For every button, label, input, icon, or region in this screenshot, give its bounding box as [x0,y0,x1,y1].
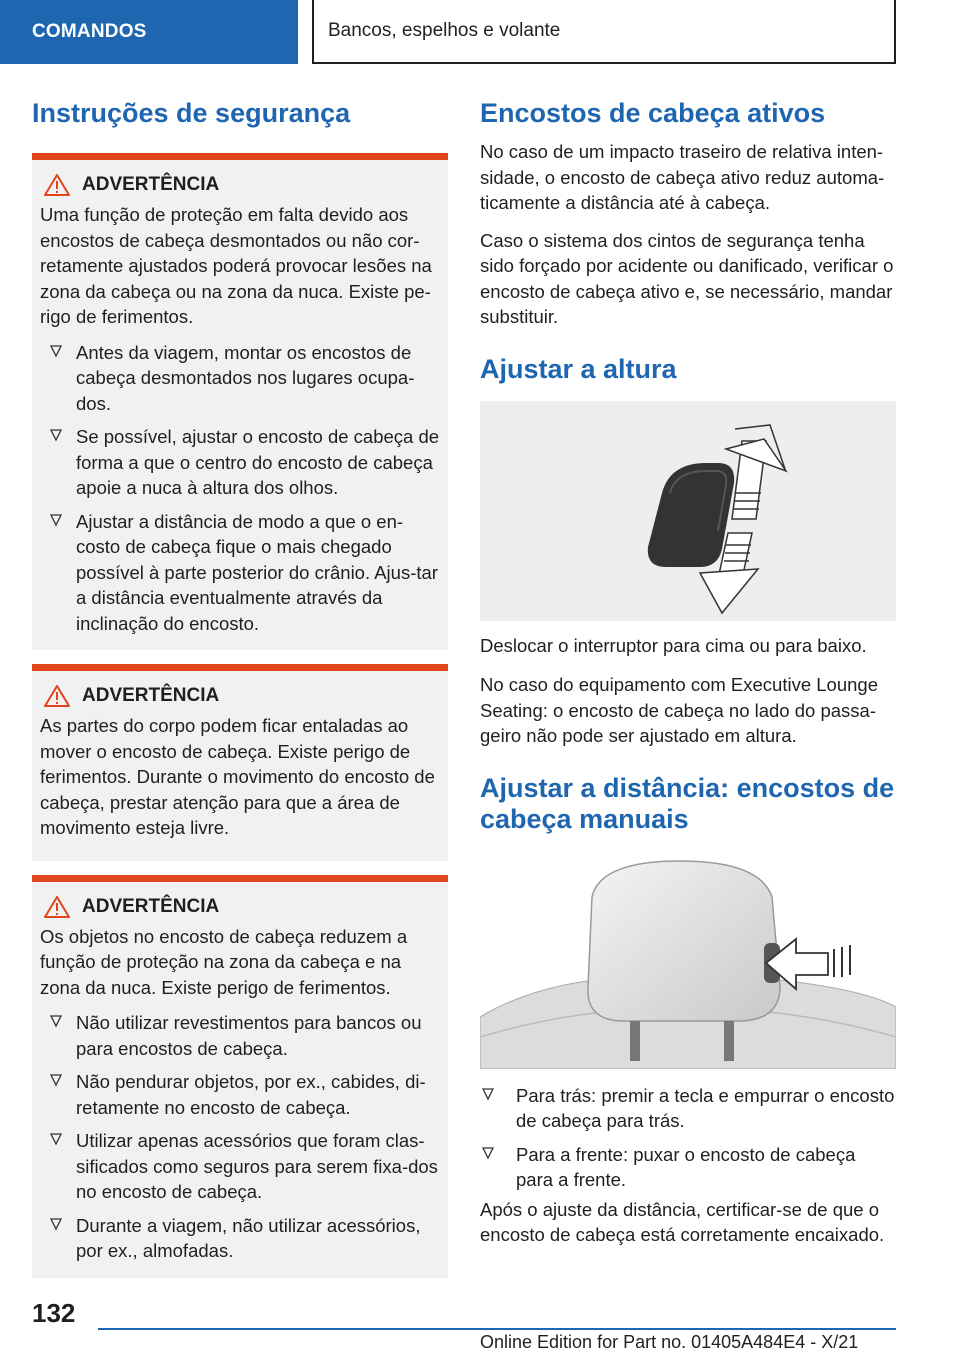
warning-header [40,174,440,196]
warning-text: Uma função de proteção em falta devido aos encostos de cabeça desmontados ou não cor-retamente ajustados poderá provocar lesões na zona da cabeça ou na zona da nuca. Existe pe-rigo de ferimentos. [40,204,432,327]
warning-text: As partes do corpo podem ficar entaladas ao mover o encosto de cabeça. Existe perigo de ferimentos. Durante o movimento do encosto de cabeça, prestar atenção para que a área de movimento esteja livre. [40,715,435,838]
manual-headrest-illustration [480,857,896,1069]
page-number: 132 [32,1298,76,1328]
active-headrests-title: Encostos de cabeça ativos [480,98,826,128]
warning-text: Os objetos no encosto de cabeça reduzem a função de proteção na zona da cabeça e na zona da nuca. Existe perigo de ferimentos. [40,925,408,998]
warning-header [40,896,440,918]
bullet-triangle-icon [48,1216,64,1232]
chapter-tab [312,0,896,64]
list-item: Para a frente: puxar o encosto de cabeça para a frente. [480,1142,896,1193]
section-label: COMANDOS [32,21,147,42]
headrest-icon [480,857,896,1069]
switch-arrows-icon [480,401,896,621]
chapter-label: Bancos, espelhos e volante [328,20,561,41]
left-section-title: Instruções de segurança [32,98,351,128]
warning-label: ADVERTÊNCIA [82,895,220,917]
bullet-triangle-icon [480,1086,496,1102]
bullet-triangle-icon [48,1131,64,1147]
list-item: Não utilizar revestimentos para bancos ou para encostos de cabeça. [40,1010,440,1061]
right-column [480,98,896,1248]
height-adjust-text-1: Deslocar o interruptor para cima ou para baixo. [480,634,867,656]
active-headrests-text-2: Caso o sistema dos cintos de segurança tenha sido forçado por acidente ou danificado, verificar o encosto de cabeça ativo e, se necessário, mandar substituir. [480,229,894,327]
warning-bullets [40,1010,440,1264]
warning-box-3 [32,875,448,1278]
height-switch-illustration [480,401,896,621]
distance-adjust-text: Após o ajuste da distância, certificar-se de que o encosto de cabeça está corretamente encaixado. [480,1198,885,1245]
warning-label: ADVERTÊNCIA [82,685,220,706]
list-item: Para trás: premir a tecla e empurrar o encosto de cabeça para trás. [480,1083,896,1134]
left-column [32,98,448,1278]
bullet-triangle-icon [48,512,64,528]
bullet-triangle-icon [48,1013,64,1029]
bullet-triangle-icon [480,1145,496,1161]
bullet-triangle-icon [48,427,64,443]
warning-triangle-icon [44,174,70,196]
warning-label: ADVERTÊNCIA [82,174,220,195]
list-item: Utilizar apenas acessórios que foram clas-sificados como seguros para serem fixa-dos no encosto de cabeça. [40,1128,440,1205]
edition-text: Online Edition for Part no. 01405A484E4 - X/21 [480,1332,859,1352]
warning-header [40,685,440,707]
list-item: Antes da viagem, montar os encostos de cabeça desmontados nos lugares ocupa-dos. [40,340,440,417]
distance-adjust-bullets [480,1083,896,1193]
bullet-triangle-icon [48,343,64,359]
warning-bullets [40,340,440,637]
warning-triangle-icon [44,685,70,707]
footer-rule [98,1328,896,1330]
section-tab [0,0,298,64]
list-item: Se possível, ajustar o encosto de cabeça de forma a que o centro do encosto de cabeça apoie a nuca à altura dos olhos. [40,424,440,501]
height-adjust-text-2: No caso do equipamento com Executive Lounge Seating: o encosto de cabeça no lado do passa-geiro não pode ser ajustado em altura. [480,674,879,746]
list-item: Durante a viagem, não utilizar acessórios, por ex., almofadas. [40,1213,440,1264]
warning-triangle-icon [44,896,70,918]
warning-box-2 [32,664,448,861]
distance-adjust-title: Ajustar a distância: encostos de cabeça manuais [480,772,895,834]
height-adjust-title: Ajustar a altura [480,353,677,384]
list-item: Ajustar a distância de modo a que o en-costo de cabeça fique o mais chegado possível à parte posterior do crânio. Ajus-tar a distância eventualmente através da inclinação do encosto. [40,509,440,637]
bullet-triangle-icon [48,1072,64,1088]
warning-box-1 [32,153,448,650]
list-item: Não pendurar objetos, por ex., cabides, di-retamente no encosto de cabeça. [40,1069,440,1120]
active-headrests-text-1: No caso de um impacto traseiro de relativa inten-sidade, o encosto de cabeça ativo reduz automa-ticamente a distância até à cabeça. [480,141,885,213]
